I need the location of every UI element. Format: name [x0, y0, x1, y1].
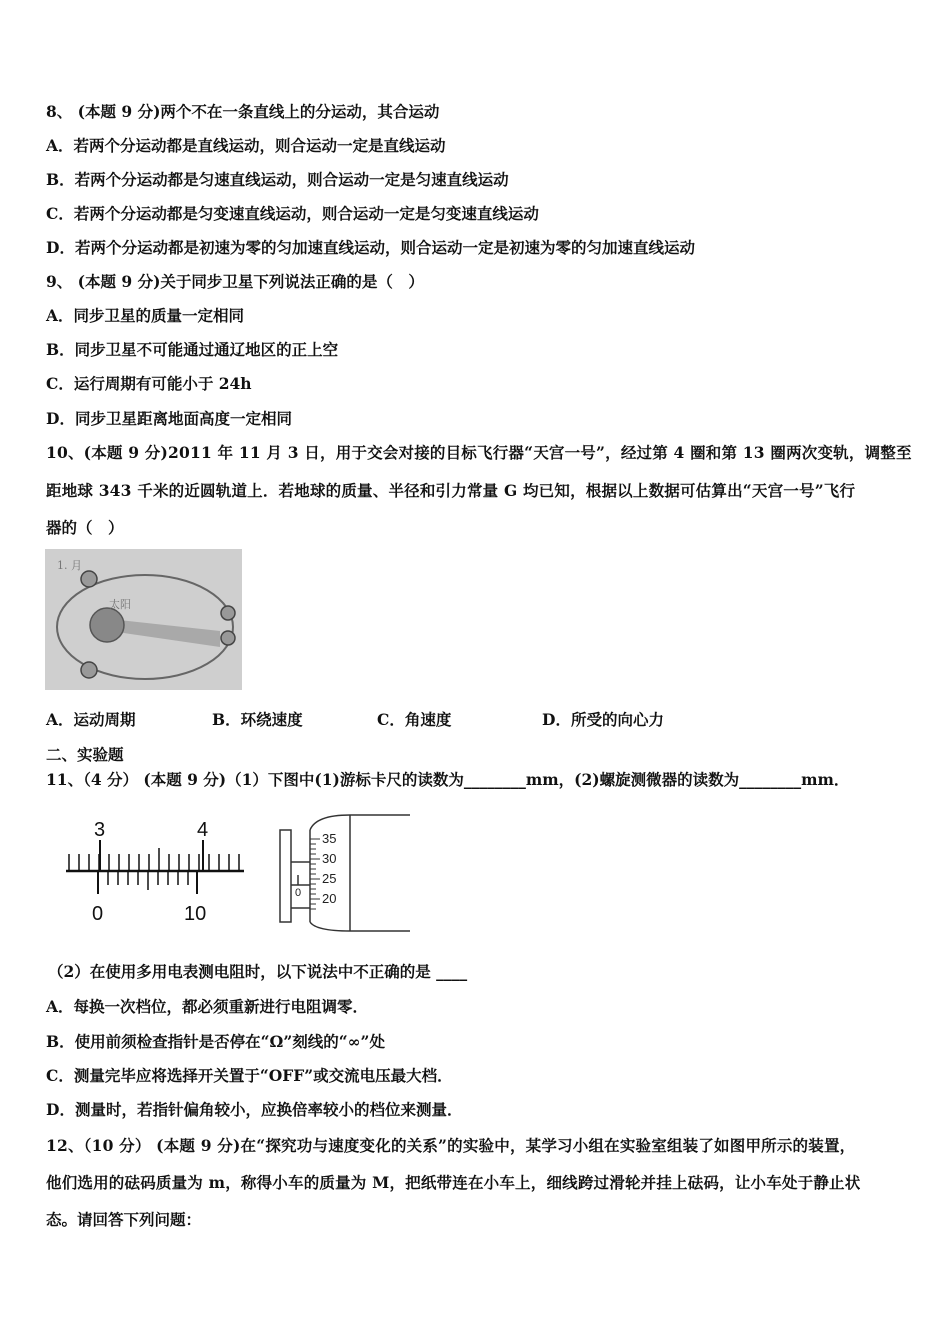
q10-option-b: B．环绕速度 [212, 710, 303, 729]
q11-part2: （2）在使用多用电表测电阻时，以下说法中不正确的是 ____ [48, 962, 468, 981]
q8-stem: 8、 (本题 9 分)两个不在一条直线上的分运动，其合运动 [46, 102, 440, 121]
micrometer [280, 815, 410, 931]
q11-option-d: D．测量时，若指针偏角较小，应换倍率较小的档位来测量． [46, 1100, 463, 1119]
planet-top [81, 571, 97, 587]
q11-option-a: A．每换一次档位，都必须重新进行电阻调零． [46, 997, 369, 1016]
caliper-main-4: 4 [197, 819, 209, 841]
caliper-vernier-10: 10 [184, 903, 207, 925]
vernier-caliper [66, 819, 244, 925]
q10-line-2: 距地球 343 千米的近圆轨道上．若地球的质量、半径和引力常量 G 均已知，根据以上数据可估算出“天宫一号”飞行 [46, 481, 856, 500]
q8-option-a: A．若两个分运动都是直线运动，则合运动一定是直线运动 [46, 136, 446, 155]
q9-stem: 9、 (本题 9 分)关于同步卫星下列说法正确的是（ ） [46, 272, 424, 291]
measurement-figures [58, 812, 418, 932]
micrometer-35: 35 [322, 831, 337, 846]
q9-option-d: D．同步卫星距离地面高度一定相同 [46, 409, 292, 428]
q9-option-c: C．运行周期有可能小于 24h [46, 374, 252, 393]
micrometer-thimble-ticks [310, 839, 320, 909]
q10-line-1: 10、(本题 9 分)2011 年 11 月 3 日，用于交会对接的目标飞行器“天宫一号”，经过第 4 圈和第 13 圈两次变轨，调整至 [46, 443, 912, 462]
section-heading: 二、实验题 [46, 745, 124, 764]
micrometer-zero: 0 [295, 887, 302, 899]
caliper-vernier-ticks [98, 871, 197, 894]
planet-right-bottom [221, 631, 235, 645]
caliper-main-3: 3 [94, 819, 106, 841]
micrometer-20: 20 [322, 891, 337, 906]
caliper-main-ticks [69, 840, 239, 871]
q8-option-b: B．若两个分运动都是匀速直线运动，则合运动一定是匀速直线运动 [46, 170, 509, 189]
q9-option-a: A．同步卫星的质量一定相同 [46, 306, 245, 325]
figure-corner-label: 1. 月 [57, 559, 82, 572]
q10-options-row [46, 710, 926, 732]
q11-stem: 11、（4 分） (本题 9 分)（1）下图中(1)游标卡尺的读数为________mm，(2)螺旋测微器的读数为________mm． [46, 770, 850, 789]
q11-option-b: B．使用前须检查指针是否停在“Ω”刻线的“∞”处 [46, 1032, 385, 1051]
q10-option-d: D．所受的向心力 [542, 710, 664, 729]
q9-option-b: B．同步卫星不可能通过通辽地区的正上空 [46, 340, 339, 359]
micrometer-30: 30 [322, 851, 337, 866]
q10-option-a: A．运动周期 [46, 710, 136, 729]
sun-circle [90, 608, 124, 642]
q12-line-2: 他们选用的砝码质量为 m，称得小车的质量为 M，把纸带连在小车上，细线跨过滑轮并挂上砝码，让小车处于静止状 [46, 1173, 861, 1192]
q12-line-3: 态。请回答下列问题： [46, 1210, 202, 1229]
q11-option-c: C．测量完毕应将选择开关置于“OFF”或交流电压最大档． [46, 1066, 453, 1085]
q8-option-d: D．若两个分运动都是初速为零的匀加速直线运动，则合运动一定是初速为零的匀加速直线运动 [46, 238, 695, 257]
q10-option-c: C．角速度 [377, 710, 452, 729]
orbit-figure [45, 549, 242, 690]
q10-line-3: 器的（ ） [46, 518, 124, 537]
caliper-vernier-0: 0 [92, 903, 104, 925]
planet-bottom [81, 662, 97, 678]
q12-line-1: 12、（10 分） (本题 9 分)在“探究功与速度变化的关系”的实验中，某学习小组在实验室组装了如图甲所示的装置， [46, 1136, 856, 1155]
micrometer-25: 25 [322, 871, 337, 886]
micrometer-anvil-block [280, 830, 291, 922]
q8-option-c: C．若两个分运动都是匀变速直线运动，则合运动一定是匀变速直线运动 [46, 204, 539, 223]
planet-right-top [221, 606, 235, 620]
sun-label: 太阳 [109, 598, 131, 611]
